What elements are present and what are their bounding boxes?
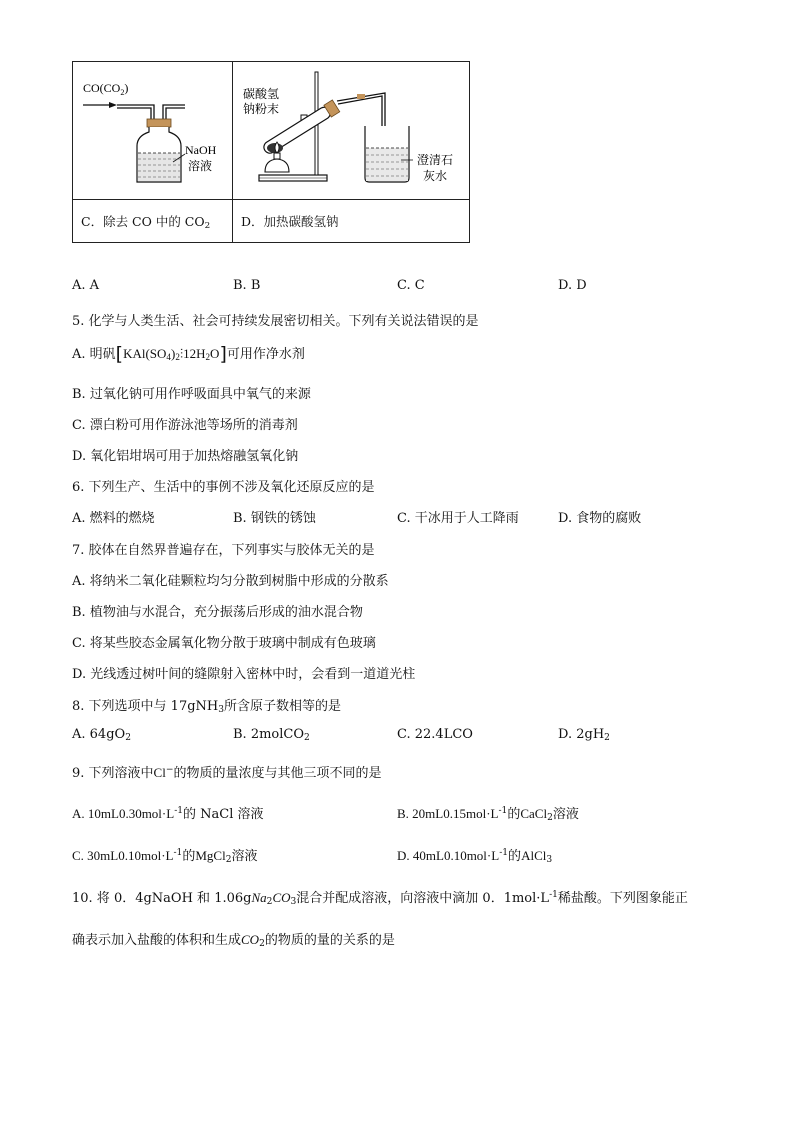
figure-c-caption: C．除去 CO 中的 $CO_2$ — [73, 200, 233, 243]
q6-option-b: B. 钢铁的锈蚀 — [233, 511, 316, 526]
q9-option-a: A. $10mL0.30mol\cdot L^{-1}$的 NaCl 溶液 — [72, 806, 264, 822]
figure-d-cell — [233, 62, 470, 200]
q9-option-b: B. $20mL0.15mol\cdot L^{-1}$的CaCl$_2$溶液 — [397, 806, 579, 823]
q8-option-d: D. $2gH_2$ — [558, 727, 610, 743]
q7-option-c: C. 将某些胶态金属氧化物分散于玻璃中制成有色玻璃 — [72, 636, 376, 651]
q7-option-a: A. 将纳米二氧化硅颗粒均匀分散到树脂中形成的分散系 — [72, 574, 389, 589]
heating-apparatus-diagram — [233, 62, 469, 195]
gas-washing-bottle-diagram — [73, 62, 232, 195]
q7-option-d: D. 光线透过树叶间的缝隙射入密林中时，会看到一道道光柱 — [72, 667, 416, 682]
q9-option-d: D. $40mL0.10mol\cdot L^{-1}$的AlCl$_3$ — [397, 848, 553, 865]
figure-table — [72, 61, 470, 243]
q9-stem: 9. 下列溶液中Cl−的物质的量浓度与其他三项不同的是 — [72, 765, 382, 781]
svg-text:灰水: 灰水 — [423, 169, 448, 183]
q4-option-b: B. B — [233, 278, 261, 293]
q5-option-c: C. 漂白粉可用作游泳池等场所的消毒剂 — [72, 418, 298, 433]
q4-option-a: A. A — [72, 278, 100, 293]
figure-c-cell — [73, 62, 233, 200]
q8-option-a: A. $64gO_2$ — [72, 727, 131, 743]
svg-text:碳酸氢: 碳酸氢 — [243, 87, 280, 101]
q7-stem: 7. 胶体在自然界普遍存在，下列事实与胶体无关的是 — [72, 543, 375, 558]
q8-option-b: B. 2molCO$_2$ — [233, 727, 310, 743]
q10-stem-line-2: 确表示加入盐酸的体积和生成$CO_2$的物质的量的关系的是 — [72, 932, 395, 949]
q5-option-a: A. 明矾$[KAl(SO_4)_2⫶12H_2O]$可用作净水剂 — [72, 343, 305, 365]
q5-option-b: B. 过氧化钠可用作呼吸面具中氧气的来源 — [72, 387, 311, 402]
svg-text:钠粉末: 钠粉末 — [243, 102, 280, 116]
q6-option-c: C. 干冰用于人工降雨 — [397, 511, 519, 526]
figure-d-caption: D．加热碳酸氢钠 — [233, 200, 470, 243]
q10-stem-line-1: 10. 将 0．4gNaOH 和 $1.06gNa_2CO_3$混合并配成溶液，向溶液中滴加 0．$1mol\cdot L^{-1}$稀盐酸。下列图象能正 — [72, 890, 688, 907]
q8-option-c: C. 22.4LCO — [397, 727, 473, 742]
q4-option-d: D. D — [558, 278, 587, 293]
q8-stem: 8. 下列选项中与 17gNH$_3$所含原子数相等的是 — [72, 699, 342, 715]
svg-text:溶液: 溶液 — [188, 159, 213, 173]
q6-option-a: A. 燃料的燃烧 — [72, 511, 155, 526]
q5-stem: 5. 化学与人类生活、社会可持续发展密切相关。下列有关说法错误的是 — [72, 314, 479, 329]
q5-option-d: D. 氧化铝坩埚可用于加热熔融氢氧化钠 — [72, 449, 299, 464]
q6-stem: 6. 下列生产、生活中的事例不涉及氧化还原反应的是 — [72, 480, 375, 495]
q6-option-d: D. 食物的腐败 — [558, 511, 642, 526]
svg-text:澄清石: 澄清石 — [417, 153, 454, 167]
q7-option-b: B. 植物油与水混合，充分振荡后形成的油水混合物 — [72, 605, 363, 620]
q4-option-c: C. C — [397, 278, 425, 293]
svg-text:NaOH: NaOH — [185, 143, 217, 157]
q9-option-c: C. $30mL0.10mol\cdot L^{-1}$的MgCl$_2$溶液 — [72, 848, 258, 865]
svg-text:CO(CO2): $CO(CO_2)$ — [83, 81, 129, 97]
